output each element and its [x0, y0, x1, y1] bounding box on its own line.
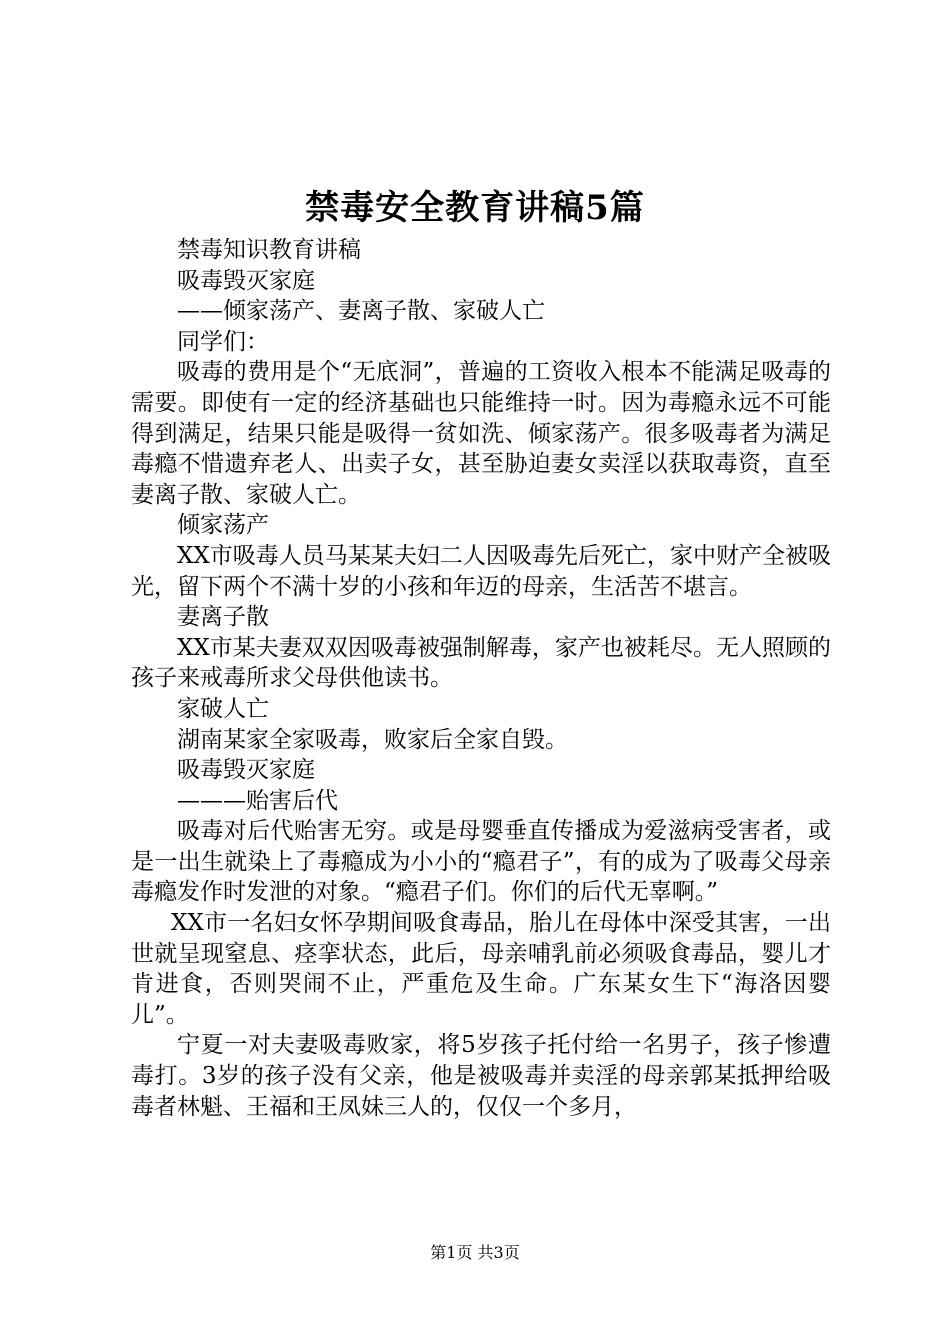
paragraph: 吸毒毁灭家庭	[177, 267, 315, 294]
paragraph: ———贻害后代	[177, 787, 338, 814]
paragraph: 家破人亡	[177, 695, 269, 722]
document-body	[131, 235, 831, 1122]
paragraph: 同学们：	[177, 328, 269, 355]
page-title: 禁毒安全教育讲稿5篇	[305, 188, 645, 228]
paragraph: ——倾家荡产、妻离子散、家破人亡	[177, 298, 545, 325]
paragraph: XX市一名妇女怀孕期间吸食毒品，胎儿在母体中深受其害，一出世就呈现窒息、痉挛状态，此后，母亲哺乳前必须吸食毒品，婴儿才肯进食，否则哭闹不止，严重危及生命。广东某女生下“海洛因婴儿”。	[131, 910, 831, 1028]
page-footer: 第1页 共3页	[430, 1243, 520, 1262]
paragraph: 宁夏一对夫妻吸毒败家，将5岁孩子托付给一名男子，孩子惨遭毒打。3岁的孩子没有父亲，他是被吸毒并卖淫的母亲郭某抵押给吸毒者林魁、王福和王凤妹三人的，仅仅一个多月，	[131, 1032, 831, 1120]
paragraph: XX市某夫妻双双因吸毒被强制解毒，家产也被耗尽。无人照顾的孩子来戒毒所求父母供他读书。	[131, 634, 831, 692]
paragraph: 吸毒毁灭家庭	[177, 757, 315, 784]
paragraph: 吸毒的费用是个“无底洞”，普遍的工资收入根本不能满足吸毒的需要。即使有一定的经济基础也只能维持一时。因为毒瘾永远不可能得到满足，结果只能是吸得一贫如洗、倾家荡产。很多吸毒者为满足毒瘾不惜遗弃老人、出卖子女，甚至胁迫妻女卖淫以获取毒资，直至妻离子散、家破人亡。	[131, 359, 831, 508]
paragraph: 倾家荡产	[177, 512, 269, 539]
paragraph: 吸毒对后代贻害无穷。或是母婴垂直传播成为爱滋病受害者，或是一出生就染上了毒瘾成为小小的“瘾君子”，有的成为了吸毒父母亲毒瘾发作时发泄的对象。“瘾君子们。你们的后代无辜啊。”	[131, 818, 831, 906]
paragraph: 妻离子散	[177, 604, 269, 631]
paragraph: XX市吸毒人员马某某夫妇二人因吸毒先后死亡，家中财产全被吸光，留下两个不满十岁的小孩和年迈的母亲，生活苦不堪言。	[131, 542, 831, 600]
paragraph: 禁毒知识教育讲稿	[177, 237, 361, 263]
paragraph: 湖南某家全家吸毒，败家后全家自毁。	[177, 726, 568, 753]
